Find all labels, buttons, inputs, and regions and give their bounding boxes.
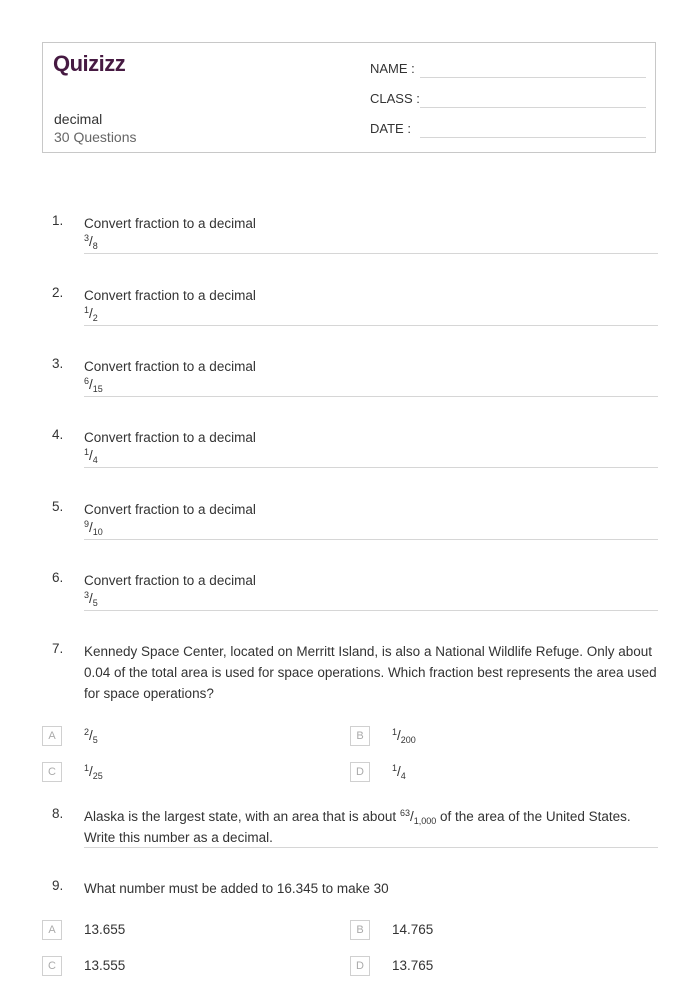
question-text: Convert fraction to a decimal: [84, 573, 256, 588]
question-number: 7.: [52, 641, 64, 656]
option-letter: B: [350, 726, 370, 746]
question-fraction: $^3/_5$: [84, 590, 98, 608]
option-letter: C: [42, 762, 62, 782]
question-text: Convert fraction to a decimal: [84, 430, 256, 445]
option-text: $^1/_{200}$: [392, 727, 416, 745]
question-text: Alaska is the largest state, with an area that is about $^{63}/_{1,000}$ of the area of the United States. Write this number as a decimal.: [84, 808, 631, 845]
question-text: Convert fraction to a decimal: [84, 216, 256, 231]
question-text: Convert fraction to a decimal: [84, 288, 256, 303]
question-fraction: $^6/_{15}$: [84, 376, 103, 394]
question-fraction: $^1/_2$: [84, 305, 98, 323]
class-line: [420, 107, 646, 108]
option-text: 14.765: [392, 922, 434, 937]
question-fraction: $^3/_8$: [84, 233, 98, 251]
class-label: CLASS :: [370, 91, 420, 106]
option-text: $^2/_5$: [84, 727, 98, 745]
question-fraction: $^9/_{10}$: [84, 519, 103, 537]
answer-line[interactable]: [84, 847, 658, 848]
date-label: DATE :: [370, 121, 411, 136]
question-number: 5.: [52, 499, 64, 514]
name-line: [420, 77, 646, 78]
question-number: 9.: [52, 878, 64, 893]
question-number: 2.: [52, 285, 64, 300]
option-letter: C: [42, 956, 62, 976]
question-count: 30 Questions: [54, 129, 137, 145]
answer-line[interactable]: [84, 539, 658, 540]
question-text: Convert fraction to a decimal: [84, 359, 256, 374]
question-number: 3.: [52, 356, 64, 371]
question-number: 4.: [52, 427, 64, 442]
answer-line[interactable]: [84, 253, 658, 254]
option-text: $^1/_{25}$: [84, 763, 103, 781]
date-line: [420, 137, 646, 138]
option-text: 13.655: [84, 922, 126, 937]
question-text: What number must be added to 16.345 to make 30: [84, 881, 389, 896]
answer-line[interactable]: [84, 325, 658, 326]
option-letter: A: [42, 920, 62, 940]
option-letter: A: [42, 726, 62, 746]
question-number: 8.: [52, 806, 64, 821]
quizizz-logo: Quizizz: [53, 51, 126, 76]
question-number: 6.: [52, 570, 64, 585]
option-letter: D: [350, 762, 370, 782]
answer-line[interactable]: [84, 396, 658, 397]
option-letter: D: [350, 956, 370, 976]
option-text: 13.765: [392, 958, 434, 973]
question-text: Kennedy Space Center, located on Merritt Island, is also a National Wildlife Refuge. Only about 0.04 of the total area is used for space operations. Which fraction best represents the area used for space operations?: [84, 644, 657, 701]
worksheet-title: decimal: [54, 111, 103, 127]
answer-line[interactable]: [84, 610, 658, 611]
option-letter: B: [350, 920, 370, 940]
worksheet-header: [42, 42, 656, 153]
question-fraction: $^1/_4$: [84, 447, 98, 465]
option-text: 13.555: [84, 958, 126, 973]
question-text: Convert fraction to a decimal: [84, 502, 256, 517]
question-number: 1.: [52, 213, 64, 228]
name-label: NAME :: [370, 61, 415, 76]
answer-line[interactable]: [84, 467, 658, 468]
option-text: $^1/_4$: [392, 763, 406, 781]
